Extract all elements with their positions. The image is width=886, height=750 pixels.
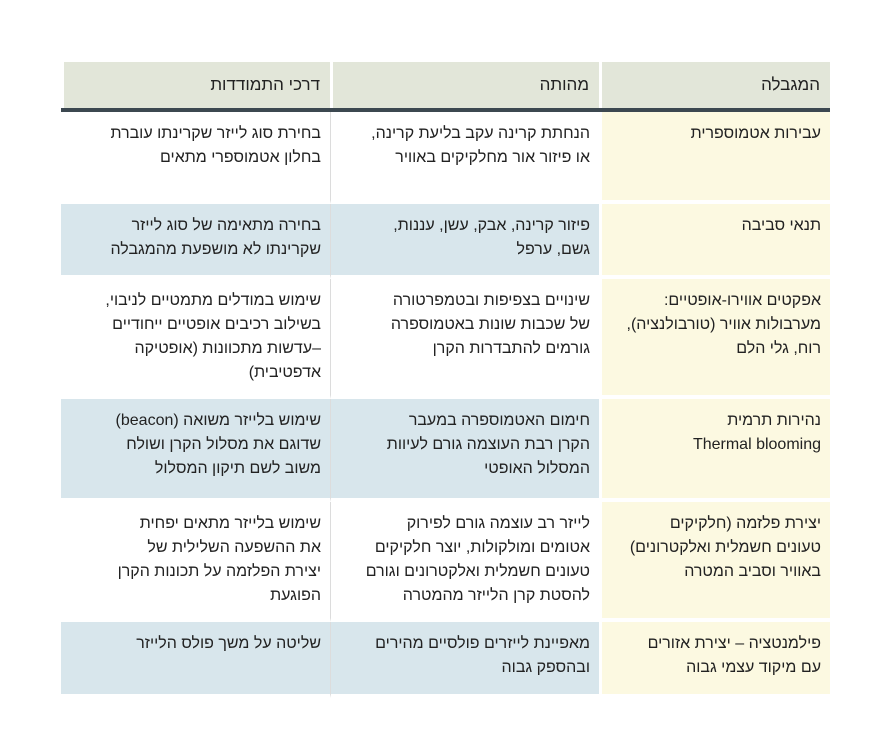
- table-row: [61, 502, 830, 622]
- cell-text-line: חימום האטמוספרה במעבר: [408, 412, 590, 429]
- cell-text-line: את ההשפעה השלילית של: [147, 539, 321, 556]
- cell-text-line: שקרינתו לא מושפעת מהמגבלה: [110, 241, 321, 258]
- cell-text-line: –עדשות מתכוונות (אופטיקה: [134, 340, 321, 357]
- cell-text-line: עם מיקוד עצמי גבוה: [686, 659, 821, 676]
- cell-text-line: שינויים בצפיפות ובטמפרטורה: [392, 292, 590, 309]
- cell-text-line: הקרן רבת העוצמה גורם לעיוות: [386, 436, 590, 453]
- cell-text-line: פיזור קרינה, אבק, עשן, עננות,: [393, 217, 590, 234]
- cell-nature: [330, 204, 599, 279]
- cell-text-line: של שכבות שונות באטמוספרה: [390, 316, 590, 333]
- table-row: [61, 622, 830, 698]
- table-row: [61, 279, 830, 399]
- header-limitation: המגבלה: [599, 62, 830, 108]
- cell-text-line: באוויר וסביב המטרה: [684, 563, 821, 580]
- cell-nature: [330, 622, 599, 698]
- header-nature: מהותה: [330, 62, 599, 108]
- cell-nature: [330, 502, 599, 622]
- cell-text-line: ובהספק גבוה: [501, 659, 590, 676]
- table-row: [61, 399, 830, 502]
- cell-coping: [61, 279, 330, 399]
- cell-text-line: שדוגם את מסלול הקרן ושולח: [126, 436, 321, 453]
- cell-text-line: מערבולות אוויר (טורבולנציה),: [626, 316, 821, 333]
- cell-text-line: יצירת הפלזמה על תכונות הקרן: [117, 563, 321, 580]
- header-row: [61, 62, 830, 108]
- cell-coping: [61, 622, 330, 698]
- cell-limitation: [599, 502, 830, 622]
- cell-text-line: הפוגעת: [270, 587, 321, 604]
- cell-text-line: המסלול האופטי: [484, 460, 590, 477]
- cell-coping: [61, 502, 330, 622]
- cell-coping: [61, 112, 330, 204]
- cell-text-line: בחירת סוג לייזר שקרינתו עוברת: [110, 125, 321, 142]
- cell-limitation: [599, 279, 830, 399]
- cell-text-line: עבירות אטמוספרית: [690, 125, 821, 142]
- cell-coping: [61, 399, 330, 502]
- cell-text-line: רוח, גלי הלם: [736, 340, 821, 357]
- cell-text-line: פילמנטציה – יצירת אזורים: [647, 635, 821, 652]
- cell-text-line: שימוש במודלים מתמטיים לניבוי,: [105, 292, 321, 309]
- cell-text-line: מאפיינת לייזרים פולסיים מהירים: [375, 635, 590, 652]
- cell-text-line: שימוש בלייזר מתאים יפחית: [139, 515, 321, 532]
- cell-text-line: לייזר רב עוצמה גורם לפירוק: [406, 515, 590, 532]
- cell-text-line: נהירות תרמית: [727, 412, 821, 429]
- cell-limitation: [599, 622, 830, 698]
- cell-text-line: אטומים ומולקולות, יוצר חלקיקים: [374, 539, 590, 556]
- cell-text-line: בחירה מתאימה של סוג לייזר: [131, 217, 321, 234]
- cell-text-line: או פיזור אור מחלקיקים באוויר: [395, 149, 590, 166]
- cell-limitation: [599, 204, 830, 279]
- cell-limitation: [599, 112, 830, 204]
- cell-text-line: גשם, ערפל: [516, 241, 590, 258]
- cell-text-line: שימוש בלייזר משואה (beacon): [115, 412, 321, 429]
- table-row: [61, 112, 830, 204]
- limitations-table: [61, 62, 830, 698]
- cell-nature: [330, 399, 599, 502]
- cell-text-line: Thermal blooming: [692, 436, 821, 453]
- cell-text-line: גורמים להתבדרות הקרן: [432, 340, 590, 357]
- cell-text-line: אדפטיבית): [248, 364, 321, 381]
- cell-text-line: שליטה על משך פולס הלייזר: [136, 635, 321, 652]
- cell-text-line: תנאי סביבה: [741, 217, 821, 234]
- cell-text-line: בחלון אטמוספרי מתאים: [160, 149, 321, 166]
- cell-nature: [330, 279, 599, 399]
- cell-text-line: יצירת פלזמה (חלקיקים: [669, 515, 821, 532]
- cell-text-line: בשילוב רכיבים אופטיים ייחודיים: [112, 316, 321, 333]
- cell-coping: [61, 204, 330, 279]
- cell-text-line: אפקטים אווירו-אופטיים:: [663, 292, 821, 309]
- cell-limitation: [599, 399, 830, 502]
- cell-text-line: להסטת קרן הלייזר מהמטרה: [402, 587, 590, 604]
- cell-text-line: משוב לשם תיקון המסלול: [154, 460, 321, 477]
- cell-text-line: טעונים חשמלית ואלקטרונים וגורם: [365, 563, 590, 580]
- table-row: [61, 204, 830, 279]
- cell-text-line: הנחתת קרינה עקב בליעת קרינה,: [371, 125, 590, 142]
- header-coping: דרכי התמודדות: [61, 62, 330, 108]
- cell-nature: [330, 112, 599, 204]
- cell-text-line: טעונים חשמלית ואלקטרונים): [629, 539, 821, 556]
